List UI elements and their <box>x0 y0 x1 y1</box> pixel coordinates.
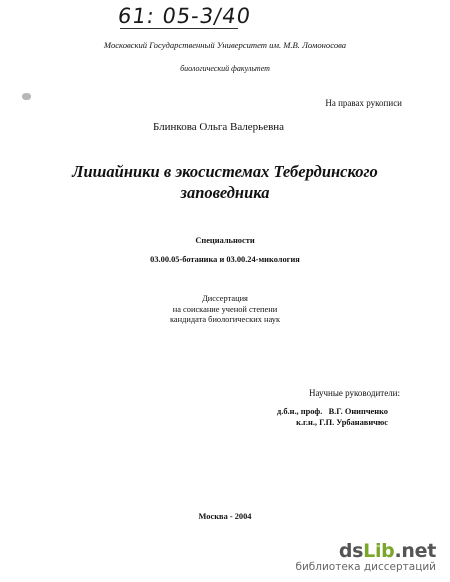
watermark-logo-part1: ds <box>338 540 364 562</box>
specialty-codes: 03.00.05-ботаника и 03.00.24-микология <box>150 255 300 264</box>
dissertation-statement <box>0 294 450 326</box>
university-name: Московский Государственный Университет им. М.В. Ломоносова <box>103 40 347 50</box>
dissertation-line-2: на соискание ученой степени <box>172 304 278 314</box>
handwritten-underline <box>120 28 238 29</box>
rights-note: На правах рукописи <box>325 98 402 108</box>
thesis-title <box>0 161 450 203</box>
stamp-mark <box>22 93 31 100</box>
supervisor-second: к.г.н., Г.П. Урбанавичюс <box>296 418 388 427</box>
specialty-label: Специальности <box>195 236 255 245</box>
supervisors-label: Научные руководители: <box>308 388 400 398</box>
handwritten-code: 61: 05-3/40 <box>116 4 253 28</box>
watermark <box>295 541 436 573</box>
thesis-title-line-1: Лишайники в экосистемах Тебердинского <box>72 162 378 181</box>
faculty-name: биологический факультет <box>180 64 270 73</box>
author-name: Блинкова Ольга Валерьевна <box>153 121 285 133</box>
watermark-logo-part2: Lib <box>363 540 395 562</box>
dissertation-line-3: кандидата биологических наук <box>169 315 281 324</box>
thesis-title-line-2: заповедника <box>180 183 270 202</box>
supervisor-first: д.б.н., проф. В.Г. Онипченко <box>277 407 388 416</box>
watermark-logo-part3: .net <box>394 540 436 562</box>
city-year: Москва - 2004 <box>198 512 252 521</box>
watermark-logo <box>295 541 436 561</box>
dissertation-line-1: Диссертация <box>202 294 248 303</box>
watermark-subtitle: библиотека диссертаций <box>295 561 436 573</box>
